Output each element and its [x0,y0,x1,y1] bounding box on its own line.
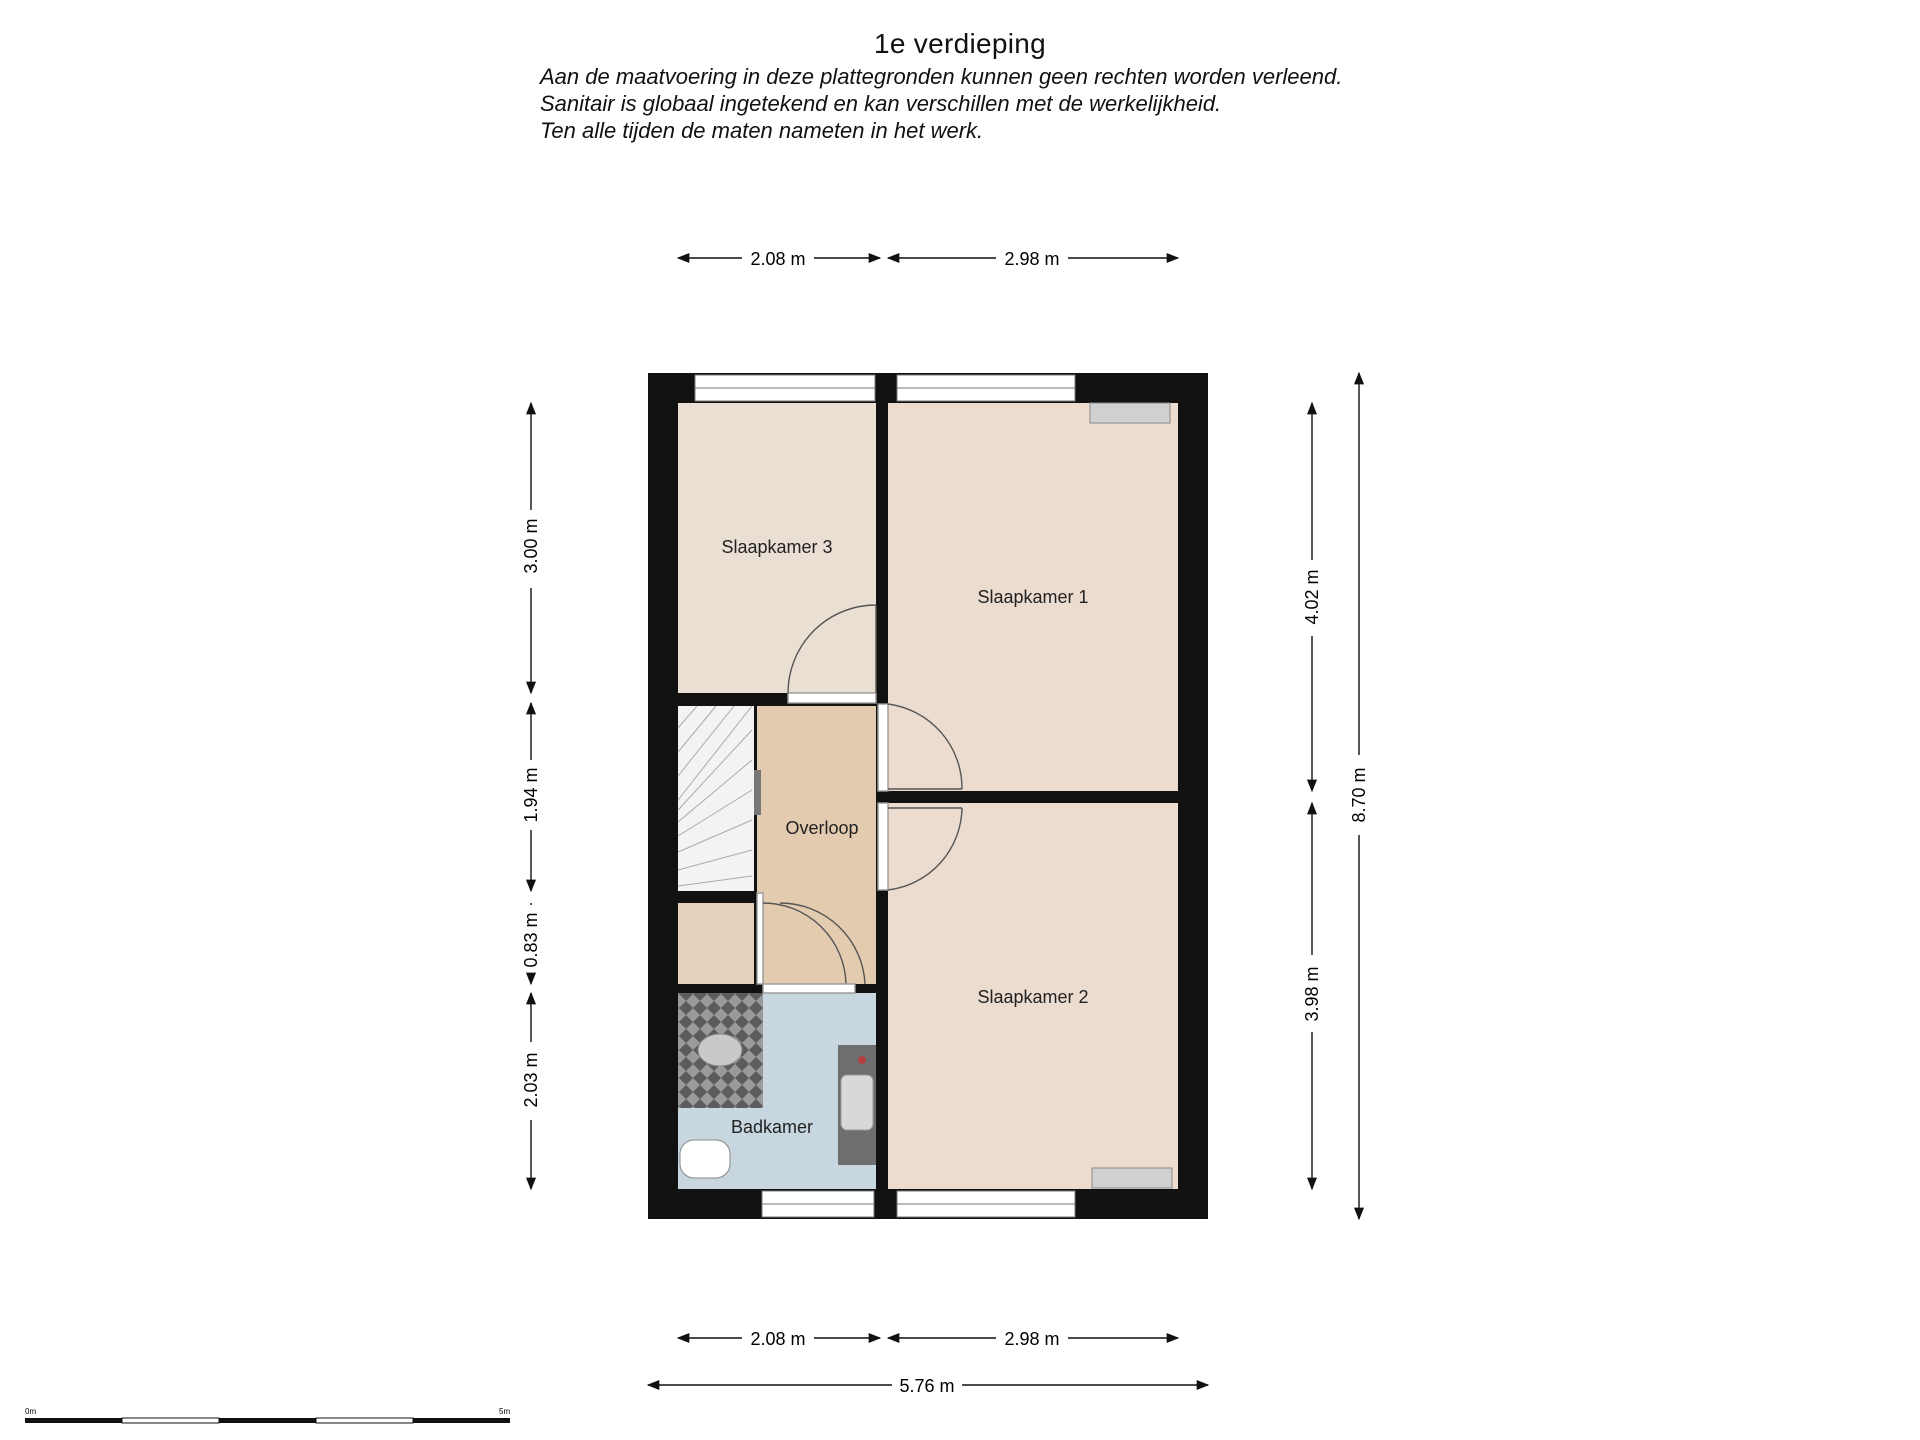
floor-title: 1e verdieping [873,28,1047,59]
room-overloop [757,706,876,984]
dim-top-left: 2.08 m [750,249,806,269]
label-slaapkamer-3: Slaapkamer 3 [721,537,833,557]
label-slaapkamer-1: Slaapkamer 1 [977,587,1089,607]
dim-right-1: 4.02 m [1302,569,1322,625]
scale-bar [25,1418,510,1423]
scale-bar-end: 5m [499,1407,511,1416]
disclaimer-line-2: Sanitair is globaal ingetekend en kan verschillen met de werkelijkheid. [540,91,1222,116]
dim-left-1: 3.00 m [521,518,541,574]
dim-left-3: 0.83 m [521,912,541,968]
toilet-icon [680,1140,730,1178]
washbasin [841,1075,873,1130]
dim-bottom-right: 2.98 m [1004,1329,1060,1349]
storage-closet [678,903,754,984]
dim-top-right: 2.98 m [1004,249,1060,269]
dim-left-2: 1.94 m [521,767,541,823]
shower-drain [698,1034,742,1066]
faucet-icon [858,1056,866,1064]
handrail [754,770,761,815]
label-badkamer: Badkamer [730,1117,814,1137]
scale-bar-start: 0m [25,1407,37,1416]
stairs [678,706,754,891]
storage-wall [678,891,757,903]
label-overloop: Overloop [785,818,859,838]
dim-bottom-left: 2.08 m [750,1329,806,1349]
dim-right-2: 3.98 m [1302,966,1322,1022]
dim-right-total: 8.70 m [1349,767,1369,823]
dim-left-4: 2.03 m [521,1052,541,1108]
disclaimer-line-3: Ten alle tijden de maten nameten in het werk. [540,118,984,143]
dim-bottom-total: 5.76 m [899,1376,955,1396]
label-slaapkamer-2: Slaapkamer 2 [977,987,1089,1007]
disclaimer-line-1: Aan de maatvoering in deze plattegronden kunnen geen rechten worden verleend. [540,64,1343,89]
